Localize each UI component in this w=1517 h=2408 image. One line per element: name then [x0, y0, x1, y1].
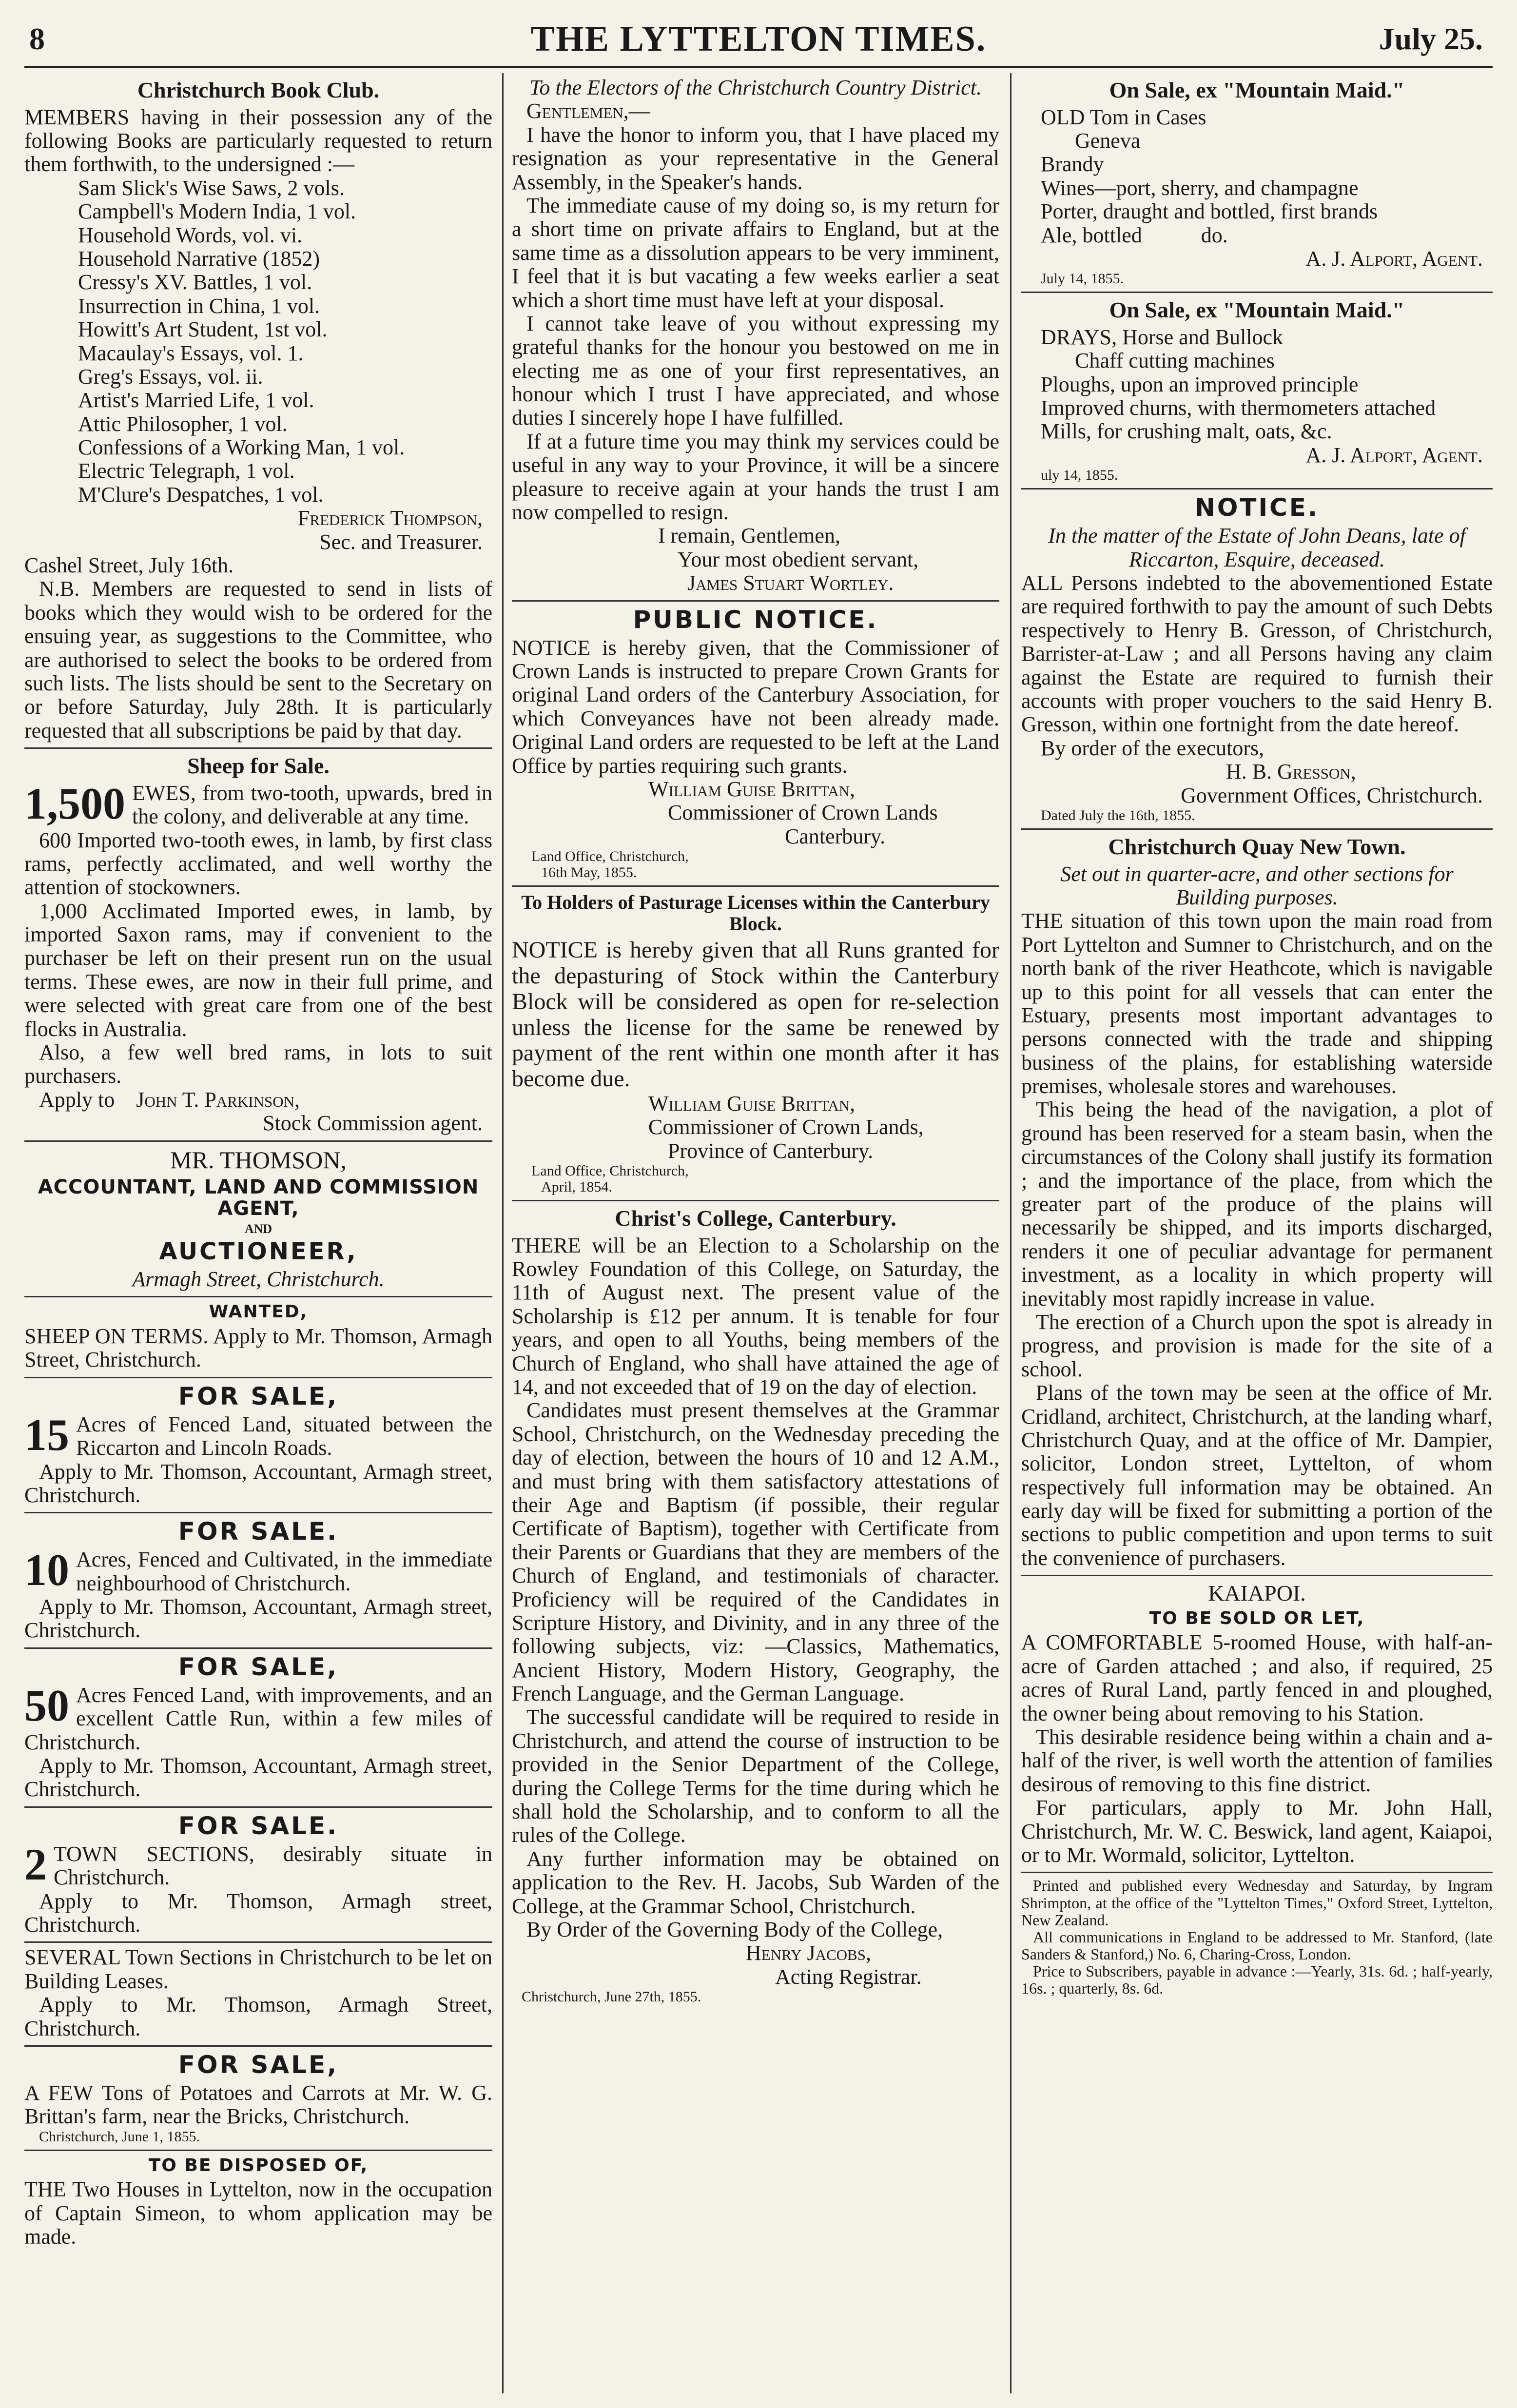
ad-text: The erection of a Church upon the spot is already in progress, and provision is made for the site of a school. — [1021, 1310, 1493, 1381]
ad-title: On Sale, ex "Mountain Maid." — [1109, 78, 1405, 102]
imprint-text: All communications in England to be addressed to Mr. Stanford, (late Sanders & Stanford,) No. 6, Charing-Cross, London. — [1021, 1928, 1493, 1963]
ad-title: FOR SALE, — [178, 1382, 339, 1410]
list-item: Household Words, vol. vi. — [78, 223, 303, 247]
ad-text: ALL Persons indebted to the abovementioned Estate are required forthwith to pay the amount of such Debts respectively to Henry B. Gresson, of Christchurch, Barrister-at-Law ; and all Persons having any claim against the Estate are required to furnish their accounts with proper vouchers to the said Henry B. Gresson, within one fortnight from the date hereof. — [1021, 571, 1493, 737]
book-club-ad — [24, 73, 492, 749]
ad-text: Plans of the town may be seen at the office of Mr. Cridland, architect, Christchurch, at the landing wharf, Christchurch Quay, and at the office of Mr. Dampier, solicitor, London street, Lyttelton, of whom respectively full information may be obtained. An early day will be fixed for submitting a portion of the sections to public competition and upon terms to suit the convenience of purchasers. — [1021, 1381, 1493, 1570]
for-sale-ad — [24, 1513, 492, 1649]
ad-text: By Order of the Governing Body of the College, — [526, 1917, 943, 1941]
list-item: Ploughs, upon an improved principle — [1041, 372, 1359, 396]
list-item: Wines—port, sherry, and champagne — [1041, 176, 1359, 200]
column-2 — [512, 73, 999, 2393]
ad-title: KAIAPOI. — [1208, 1581, 1306, 1606]
for-sale-ad — [24, 2047, 492, 2151]
ad-text: MEMBERS having in their possession any of the following Books are particularly requested to return them forthwith, to the undersigned :— — [24, 105, 492, 176]
ad-text: The immediate cause of my doing so, is my return for a short time on private affairs to England, but at the same time as a dissolution appears to be very imminent, I feel that it is but vacating a few weeks earlier a seat which a short time must have left at your disposal. — [512, 193, 999, 312]
list-item: Chaff cutting machines — [1075, 349, 1275, 373]
ad-text: Acres of Fenced Land, situated between the Riccarton and Lincoln Roads. — [76, 1412, 492, 1460]
ad-text: THE situation of this town upon the main road from Port Lyttelton and Sumner to Christchurch, and on the north bank of the river Heathcote, which is navigable up to this point for all vessels that can enter the Estuary, presents most important advantages to persons connected with the trade and shipping business of the plains, for establishing waterside premises, wholesale stores and warehouses. — [1021, 909, 1493, 1098]
list-item: Geneva — [1075, 128, 1141, 153]
ad-date: April, 1854. — [541, 1179, 612, 1195]
ad-apply: Apply to Mr. Thomson, Accountant, Armagh street, Christchurch. — [24, 1459, 492, 1507]
ad-date: Dated July the 16th, 1855. — [1041, 807, 1195, 823]
estate-notice-ad — [1021, 489, 1493, 830]
ad-apply: Apply to Mr. Thomson, Armagh street, Christchurch. — [24, 1889, 492, 1937]
ad-text: TOWN SECTIONS, desirably situate in Christchurch. — [54, 1841, 492, 1890]
ad-text: A FEW Tons of Potatoes and Carrots at Mr. W. G. Brittan's farm, near the Bricks, Christchurch. — [24, 2080, 492, 2129]
closing: Your most obedient servant, — [678, 547, 919, 571]
ad-title: Christchurch Quay New Town. — [1108, 834, 1406, 859]
ad-text: THE Two Houses in Lyttelton, now in the occupation of Captain Simeon, to whom application may be made. — [24, 2177, 492, 2249]
list-item: Porter, draught and bottled, first brands — [1041, 199, 1378, 224]
signature-title: Stock Commission agent. — [263, 1111, 483, 1135]
ad-title: PUBLIC NOTICE. — [633, 605, 878, 634]
ad-title: Christchurch Book Club. — [137, 78, 380, 102]
ad-title: WANTED, — [209, 1302, 308, 1322]
quay-town-ad — [1021, 830, 1493, 1576]
list-item: M'Clure's Despatches, 1 vol. — [78, 482, 324, 507]
public-notice-ad — [512, 602, 999, 887]
ad-text: Also, a few well bred rams, in lots to suit purchasers. — [24, 1040, 492, 1088]
signature-title: Commissioner of Crown Lands — [668, 801, 938, 825]
list-item: Confessions of a Working Man, 1 vol. — [78, 435, 405, 460]
ad-date: Land Office, Christchurch, — [531, 848, 689, 865]
signature-title: Acting Registrar. — [775, 1964, 922, 1989]
signature: Henry Jacobs, — [746, 1941, 871, 1965]
list-item: Artist's Married Life, 1 vol. — [78, 388, 314, 412]
list-item: Cressy's XV. Battles, 1 vol. — [78, 270, 312, 294]
ad-text: This being the head of the navigation, a plot of ground has been reserved for a steam basin, when the circumstances of the Colony shall justify its formation ; and the importance of the place, from which the greater part of the produce of the plains will necessarily be shipped, and its imports discharged, renders it one of peculiar advantage for permanent investment, as a locality in which property will inevitably most rapidly increase in value. — [1021, 1097, 1493, 1311]
ad-text: SEVERAL Town Sections in Christchurch to be let on Building Leases. — [24, 1945, 492, 1993]
big-number: 15 — [24, 1410, 69, 1460]
for-sale-ad — [24, 1649, 492, 1808]
signature: William Guise Brittan, — [648, 777, 856, 801]
ad-date: Land Office, Christchurch, — [531, 1163, 689, 1179]
ad-title: NOTICE. — [1195, 493, 1319, 522]
signature: James Stuart Wortley. — [687, 571, 894, 595]
for-sale-ad — [24, 1808, 492, 1943]
imprint-footer — [1021, 1873, 1493, 1997]
list-item: OLD Tom in Cases — [1041, 105, 1206, 129]
closing: I remain, Gentlemen, — [658, 524, 840, 548]
list-item: Greg's Essays, vol. ii. — [78, 364, 263, 389]
ad-date: July 14, 1855. — [1041, 271, 1124, 287]
ad-title: Sheep for Sale. — [187, 753, 330, 779]
ad-subtitle: Set out in quarter-acre, and other sections for Building purposes. — [1060, 861, 1454, 909]
pasturage-ad — [512, 887, 999, 1201]
signature-title: Commissioner of Crown Lands, — [648, 1115, 924, 1139]
sheep-sale-ad — [24, 749, 492, 1141]
apply-label: Apply to — [39, 1087, 115, 1112]
ad-title: FOR SALE, — [178, 1652, 339, 1681]
ad-title: TO BE DISPOSED OF, — [148, 2155, 369, 2175]
big-number: 10 — [24, 1545, 69, 1595]
ad-role: AUCTIONEER, — [159, 1238, 358, 1266]
issue-date: July 25. — [1379, 21, 1483, 56]
ad-text: A COMFORTABLE 5-roomed House, with half-an-acre of Garden attached ; and also, if required, 25 acres of Rural Land, partly fenced in and ploughed, the owner being about removing to his Station. — [1021, 1630, 1493, 1725]
signature-title: Government Offices, Christchurch. — [1181, 783, 1483, 807]
ad-title: FOR SALE. — [178, 1517, 339, 1546]
ad-address: Armagh Street, Christchurch. — [132, 1267, 385, 1291]
signature-title: Sec. and Treasurer. — [319, 529, 483, 554]
list-item: Ale, bottled do. — [1041, 223, 1228, 247]
thomson-ad — [24, 1142, 492, 1298]
list-item: DRAYS, Horse and Bullock — [1041, 325, 1284, 349]
ad-text: EWES, from two-tooth, upwards, bred in the colony, and deliverable at any time. — [132, 781, 492, 829]
kaiapoi-ad — [1021, 1576, 1493, 1873]
ad-text: 600 Imported two-tooth ewes, in lamb, by first class rams, perfectly acclimated, and well worthy the attention of stockowners. — [24, 828, 492, 900]
ad-apply: Apply to Mr. Thomson, Accountant, Armagh street, Christchurch. — [24, 1754, 492, 1801]
ad-date: 16th May, 1855. — [541, 864, 637, 881]
ad-date: Christchurch, June 1, 1855. — [39, 2128, 200, 2145]
column-rule — [1010, 73, 1011, 2393]
ad-text: 1,000 Acclimated Imported ewes, in lamb, by imported Saxon rams, may if convenient to the purchaser be left on their present run on the usual terms. These ewes, are now in their full prime, and were selected with great care from one of the best flocks in Australia. — [24, 899, 492, 1041]
ad-subtitle: TO BE SOLD OR LET, — [1149, 1608, 1365, 1628]
signature: A. J. Alport, Agent. — [1305, 246, 1483, 271]
ad-title: FOR SALE. — [178, 1811, 339, 1840]
electors-letter — [512, 73, 999, 602]
mountain-maid-sale-ad — [1021, 293, 1493, 489]
ad-date: uly 14, 1855. — [1041, 467, 1118, 484]
big-number: 1,500 — [24, 778, 125, 828]
column-1 — [24, 73, 492, 2393]
ad-text: Any further information may be obtained on application to the Rev. H. Jacobs, Sub Warden of the College, at the Grammar School, Christchurch. — [512, 1846, 999, 1918]
ad-text: THERE will be an Election to a Scholarship on the Rowley Foundation of this College, on Saturday, the 11th of August next. The present value of the Scholarship is £12 per annum. It is tenable for four years, and open to all Youths, being members of the Church of England, who shall have attained the age of 14, and not exceeded that of 19 on the day of election. — [512, 1233, 999, 1399]
list-item: Household Narrative (1852) — [78, 246, 320, 271]
college-ad — [512, 1201, 999, 2010]
list-item: Macaulay's Essays, vol. 1. — [78, 341, 304, 365]
ad-title: To the Electors of the Christchurch Country District. — [529, 76, 982, 99]
ad-text: NOTICE is hereby given that all Runs granted for the depasturing of Stock within the Canterbury Block will be considered as open for re-selection unless the license for the same be renewed by payment of the rent within one month after it has become due. — [512, 937, 999, 1092]
ad-apply: Apply to Mr. Thomson, Armagh Street, Christchurch. — [24, 1993, 492, 2040]
mountain-maid-sale-ad — [1021, 73, 1493, 293]
big-number: 2 — [24, 1839, 47, 1889]
ad-text: I have the honor to inform you, that I have placed my resignation as your representative in the General Assembly, in the Speaker's hands. — [512, 122, 999, 194]
signature: Frederick Thompson, — [297, 506, 483, 530]
wanted-ad — [24, 1297, 492, 1378]
ad-subtitle: In the matter of the Estate of John Deans, late of Riccarton, Esquire, deceased. — [1048, 524, 1466, 571]
ad-title: On Sale, ex "Mountain Maid." — [1109, 297, 1405, 323]
list-item: Electric Telegraph, 1 vol. — [78, 459, 295, 483]
big-number: 50 — [24, 1680, 69, 1730]
ad-text: Acres Fenced Land, with improvements, and an excellent Cattle Run, within a few miles of Christchurch. — [24, 1683, 492, 1754]
signature-title: Province of Canterbury. — [668, 1138, 874, 1163]
list-item: Campbell's Modern India, 1 vol. — [78, 199, 356, 224]
signature: A. J. Alport, Agent. — [1305, 443, 1483, 467]
signature-title: Canterbury. — [785, 824, 886, 848]
ad-note: N.B. Members are requested to send in lists of books which they would wish to be ordered for the ensuing year, as suggestions to the Committee, who are authorised to select the books to be ordered from such lists. The lists should be sent to the Secretary on or before Saturday, July 28th. It is particularly requested that all subscriptions be paid by that day. — [24, 577, 492, 743]
ad-text: The successful candidate will be required to reside in Christchurch, and attend the course of instruction to be provided in the Senior Department of the College, during the College Terms for the time during which he shall hold the Scholarship, and to conform to all the rules of the College. — [512, 1705, 999, 1847]
signature: William Guise Brittan, — [648, 1091, 856, 1116]
disposed-ad — [24, 2151, 492, 2254]
ad-and: AND — [244, 1221, 272, 1236]
list-item: Improved churns, with thermometers attached — [1041, 396, 1436, 420]
newspaper-title: THE LYTTELTON TIMES. — [530, 19, 987, 59]
ad-role: ACCOUNTANT, LAND AND COMMISSION AGENT, — [38, 1175, 479, 1220]
ad-title: MR. THOMSON, — [170, 1146, 347, 1174]
ad-text: This desirable residence being within a chain and a-half of the river, is well worth the attention of families desirous of removing to this fine district. — [1021, 1725, 1493, 1796]
book-list — [24, 176, 492, 507]
ad-text: I cannot take leave of you without expressing my grateful thanks for the honour you bestowed on me in electing me as one of your first representatives, an honour which I trust I have appreciated, and whose duties I sincerely hope I have fulfilled. — [512, 311, 999, 430]
masthead — [24, 20, 1493, 68]
ad-date: Christchurch, June 27th, 1855. — [522, 1989, 701, 2005]
imprint-text: Price to Subscribers, payable in advance :—Yearly, 31s. 6d. ; half-yearly, 16s. ; quarterly, 8s. 6d. — [1021, 1962, 1493, 1997]
ad-title: To Holders of Pasturage Licenses within the Canterbury Block. — [521, 891, 990, 935]
ad-text: For particulars, apply to Mr. John Hall, Christchurch, Mr. W. C. Beswick, land agent, Kaiapoi, or to Mr. Wormald, solicitor, Lyttelton. — [1021, 1796, 1493, 1867]
ad-apply: Apply to Mr. Thomson, Accountant, Armagh street, Christchurch. — [24, 1595, 492, 1643]
column-rule — [502, 73, 504, 2393]
ad-title: FOR SALE, — [178, 2050, 339, 2079]
list-item: Insurrection in China, 1 vol. — [78, 294, 320, 318]
page-number: 8 — [29, 21, 45, 56]
ad-text: SHEEP ON TERMS. Apply to Mr. Thomson, Armagh Street, Christchurch. — [24, 1324, 492, 1372]
list-item: Mills, for crushing malt, oats, &c. — [1041, 419, 1332, 444]
place-date: Cashel Street, July 16th. — [24, 553, 233, 578]
ad-text: Acres, Fenced and Cultivated, in the immediate neighbourhood of Christchurch. — [76, 1547, 492, 1595]
list-item: Brandy — [1041, 152, 1104, 176]
columns — [24, 73, 1493, 2393]
signature: H. B. Gresson, — [1226, 760, 1356, 784]
list-item: Sam Slick's Wise Saws, 2 vols. — [78, 176, 345, 200]
list-item: Attic Philosopher, 1 vol. — [78, 411, 288, 436]
salutation: Gentlemen,— — [526, 99, 650, 123]
column-3 — [1021, 73, 1493, 2393]
ad-text: If at a future time you may think my services could be useful in any way to your Province, it will be a sincere pleasure to receive again at your hands the trust I am now compelled to resign. — [512, 429, 999, 525]
ad-text: NOTICE is hereby given, that the Commissioner of Crown Lands is instructed to prepare Crown Grants for original Land orders of the Canterbury Association, for which Conveyances have not been already made. Original Land orders are requested to be left at the Land Office by parties requiring such grants. — [512, 635, 999, 778]
ad-title: Christ's College, Canterbury. — [615, 1206, 896, 1231]
ad-order: By order of the executors, — [1041, 736, 1264, 760]
town-sections-ad — [24, 1943, 492, 2047]
list-item: Howitt's Art Student, 1st vol. — [78, 317, 328, 342]
imprint-text: Printed and published every Wednesday and Saturday, by Ingram Shrimpton, at the office of the "Lyttelton Times," Oxford Street, Lyttelton, New Zealand. — [1021, 1877, 1493, 1929]
ad-text: Candidates must present themselves at the Grammar School, Christchurch, on the Wednesday preceding the day of election, between the hours of 10 and 12 A.M., and must bring with them satisfactory attestations of their Age and Baptism (if possible, their regular Certificate of Baptism), together with Certificate from their Parents or Guardians that they are members of the Church of England, and testimonials of character. Proficiency will be required of the Candidates in Scripture History, and Divinity, and in any three of the following subjects, viz: —Classics, Mathematics, Ancient History, Modern History, Geography, the French Language, and the German Language. — [512, 1398, 999, 1706]
for-sale-ad — [24, 1378, 492, 1514]
signature: John T. Parkinson, — [136, 1087, 300, 1112]
